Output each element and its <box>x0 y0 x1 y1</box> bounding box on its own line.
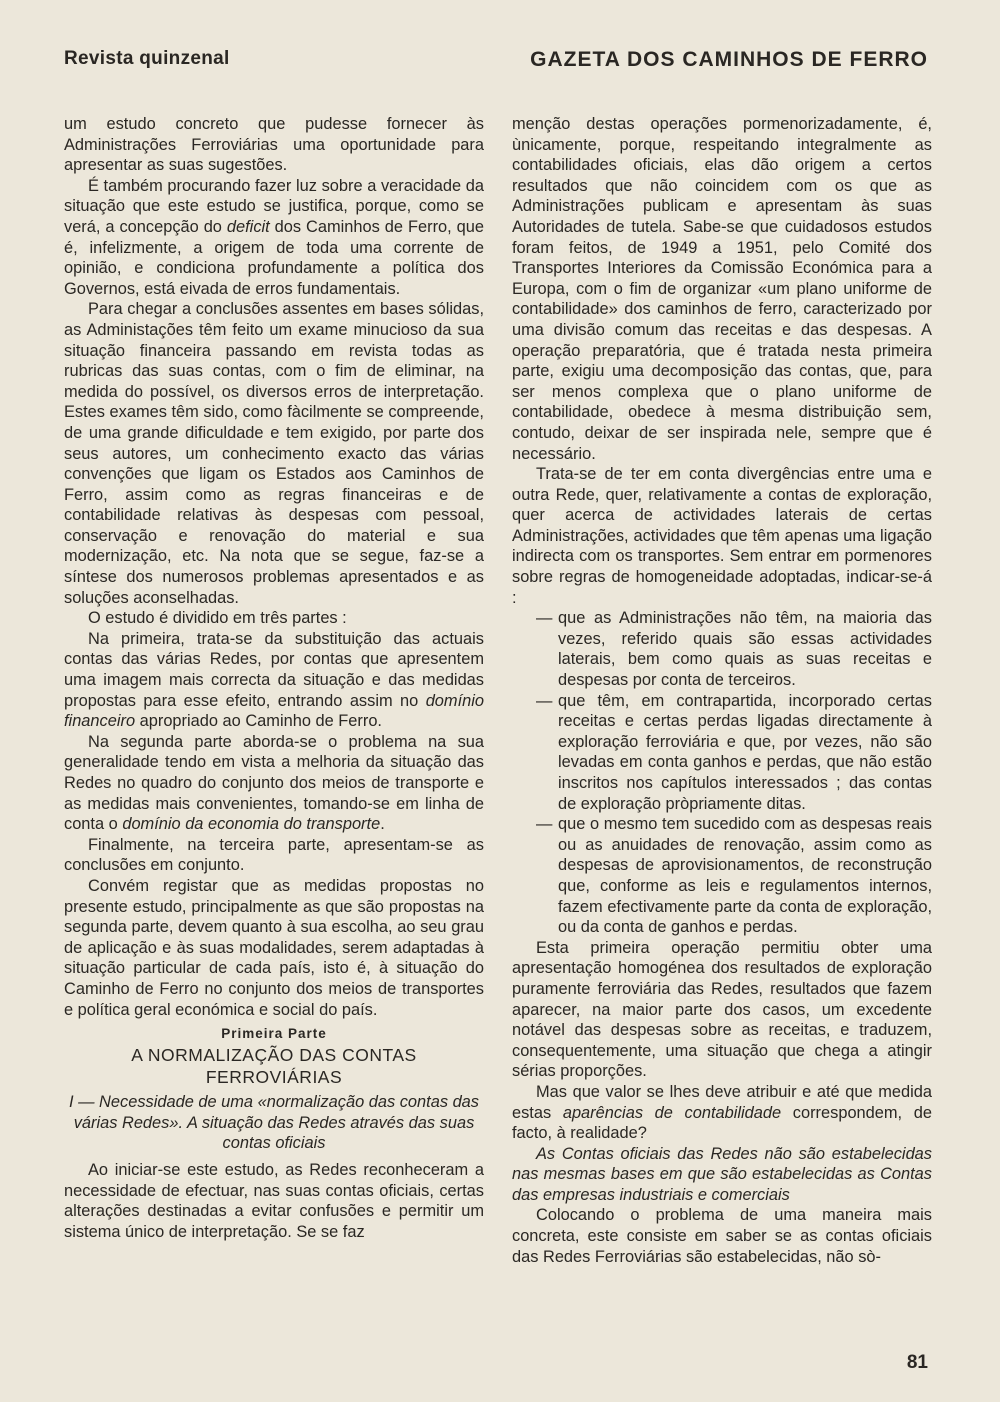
running-header-right: GAZETA DOS CAMINHOS DE FERRO <box>530 48 928 71</box>
list-item-text: que as Administrações não têm, na maioria das vezes, referido quais são essas actividades laterais, bem como quais as suas receitas e despesas por conta de terceiros. <box>558 609 932 690</box>
dash-marker: — <box>536 815 553 834</box>
emphasis-text: aparências de contabilidade <box>562 1103 782 1122</box>
list-item <box>512 691 932 815</box>
paragraph: Finalmente, na terceira parte, apresentam-se as conclusões em conjunto. <box>64 835 484 875</box>
section-title <box>64 1044 484 1088</box>
paragraph: O estudo é dividido em três partes : <box>88 609 347 628</box>
text-run: Na segunda parte aborda-se o problema na sua generalidade tendo em vista a melhoria da situação das Redes no quadro do conjunto dos meios de transporte e as medidas mais convenientes, tomando-se em linha de conta o <box>64 732 484 834</box>
section-title-line: A NORMALIZAÇÃO DAS CONTAS <box>131 1045 417 1066</box>
dash-list <box>512 608 932 938</box>
page-number: 81 <box>906 1352 928 1373</box>
paragraph: Para chegar a conclusões assentes em bases sólidas, as Administações têm feito um exame minucioso da sua situação financeira passando em revista todas as rubricas das suas contas, com o fim de eliminar, na medida do possível, os diversos erros de interpretação. Estes exames têm sido, como fàcilmente se compreende, de uma grande dificuldade e tem exigido, por parte dos seus autores, um conhecimento exacto das várias convenções que ligam os Estados aos Caminhos de Ferro, assim como as regras financeiras e de contabilidade relativas às despesas com pessoal, conservação e renovação do material e sua modernização, etc. Na nota que se segue, faz-se a síntese dos numerosos problemas apresentados e as soluções aconselhadas. <box>64 300 484 607</box>
list-item <box>512 608 932 690</box>
paragraph <box>64 629 484 732</box>
list-item <box>512 814 932 938</box>
paragraph: Colocando o problema de uma maneira mais concreta, este consiste em saber se as contas oficiais das Redes Ferroviárias são estabelecidas, não sò- <box>512 1206 932 1266</box>
text-run: . <box>380 815 385 834</box>
list-item-text: que o mesmo tem sucedido com as despesas reais ou as anuidades de renovação, assim como as despesas de aprovisionamentos, de reconstrução que, conforme as leis e regulamentos internos, fazem efectivamente parte da conta de exploração, ou da conta de ganhos e perdas. <box>558 815 932 937</box>
subsection-heading: I — Necessidade de uma «normalização das contas das várias Redes». A situação das Redes através das suas contas oficiais <box>69 1093 479 1153</box>
paragraph: Esta primeira operação permitiu obter uma apresentação homogénea dos resultados de exploração puramente ferroviária das Redes, resultados que fazem aparecer, na maior parte dos casos, um excedente notável das despesas sobre as receitas, e traduzem, consequentemente, uma situação que chega a atingir sérias proporções. <box>512 938 932 1081</box>
text-run: Mas que valor se lhes deve atribuir e até que medida estas <box>512 1082 932 1122</box>
dash-marker: — <box>536 609 553 628</box>
paragraph: Convém registar que as medidas propostas no presente estudo, principalmente as que são propostas na segunda parte, devem quanto à sua escolha, ao seu grau de aplicação e às suas modalidades, serem adaptadas à situação particular de cada país, isto é, à situação do Caminho de Ferro no conjunto dos meios de transportes e política geral económica e social do país. <box>64 876 484 1019</box>
emphasis-text: domínio da economia do transporte <box>122 815 381 834</box>
paragraph: Trata-se de ter em conta divergências entre uma e outra Rede, quer, relativamente a contas de exploração, quer acerca de actividades laterais de certas Administrações, actividades que têm apenas uma ligação indirecta com os transportes. Sem entrar em pormenores sobre regras de homogeneidade adoptadas, indicar-se-á : <box>512 465 932 607</box>
text-run: Na primeira, trata-se da substituição das actuais contas das várias Redes, por contas que apresentem uma imagem mais correcta da situação e das medidas propostas para esse efeito, entrando assim no <box>64 629 484 710</box>
section-title-line: FERROVIÁRIAS <box>205 1067 343 1088</box>
text-run: É também procurando fazer luz sobre a veracidade da situação que este estudo se justifica, porque, como se verá, a concepção do <box>64 176 484 236</box>
paragraph: menção destas operações pormenorizadamente, é, ùnicamente, porque, respeitando integralmente as contabilidades oficiais, elas dão origem a certos resultados que não coincidem com os que as Administrações publicam e apresentam às suas Autoridades de tutela. Sabe-se que cuidadosos estudos foram feitos, de 1949 a 1951, pelo Comité dos Transportes Interiores da Comissão Económica para a Europa, com o fim de organizar «um plano uniforme de contabilidade» dos caminhos de ferro, caracterizado por uma divisão comum das receitas e das despesas. A operação preparatória, que é tratada nesta primeira parte, exigiu uma decomposição das contas, que, para ser menos complexa que o plano uniforme de contabilidade, obedece à mesma distribuição sem, contudo, deixar de ser inspirada nele, sempre que é necessário. <box>512 115 932 463</box>
text-run: apropriado ao Caminho de Ferro. <box>135 712 382 731</box>
text-run: dos Caminhos de Ferro, que é, infelizmente, a origem de toda uma corrente de opinião, e condiciona profundamente a política dos Governos, está eivada de erros fundamentais. <box>64 217 484 298</box>
text-run: correspondem, de facto, à realidade? <box>512 1103 932 1143</box>
paragraph: Ao iniciar-se este estudo, as Redes reconheceram a necessidade de efectuar, nas suas contas oficiais, certas alterações destinadas a evitar confusões e permitir um sistema único de interpretação. Se se faz <box>64 1160 484 1241</box>
emphasis-text: deficit <box>226 217 270 236</box>
running-header-left: Revista quinzenal <box>64 48 230 69</box>
left-column <box>64 114 484 1242</box>
italic-subheading: As Contas oficiais das Redes não são estabelecidas nas mesmas bases em que são estabelecidas as Contas das empresas industriais e comerciais <box>512 1144 932 1204</box>
part-label: Primeira Parte <box>221 1026 327 1042</box>
dash-marker: — <box>536 691 553 710</box>
paragraph <box>64 176 484 300</box>
paragraph: um estudo concreto que pudesse fornecer às Administrações Ferroviárias uma oportunidade para apresentar as suas sugestões. <box>64 115 484 175</box>
paragraph <box>64 732 484 835</box>
list-item-text: que têm, em contrapartida, incorporado certas receitas e certas perdas ligadas directamente à exploração ferroviária e que, por vezes, não são levadas em conta ganhos e perdas, que não estão inscritos nos capítulos interessados ; das contas de exploração pròpriamente ditas. <box>558 691 932 813</box>
emphasis-text: domínio financeiro <box>64 691 484 731</box>
right-column <box>512 114 932 1267</box>
paragraph <box>512 1082 932 1144</box>
